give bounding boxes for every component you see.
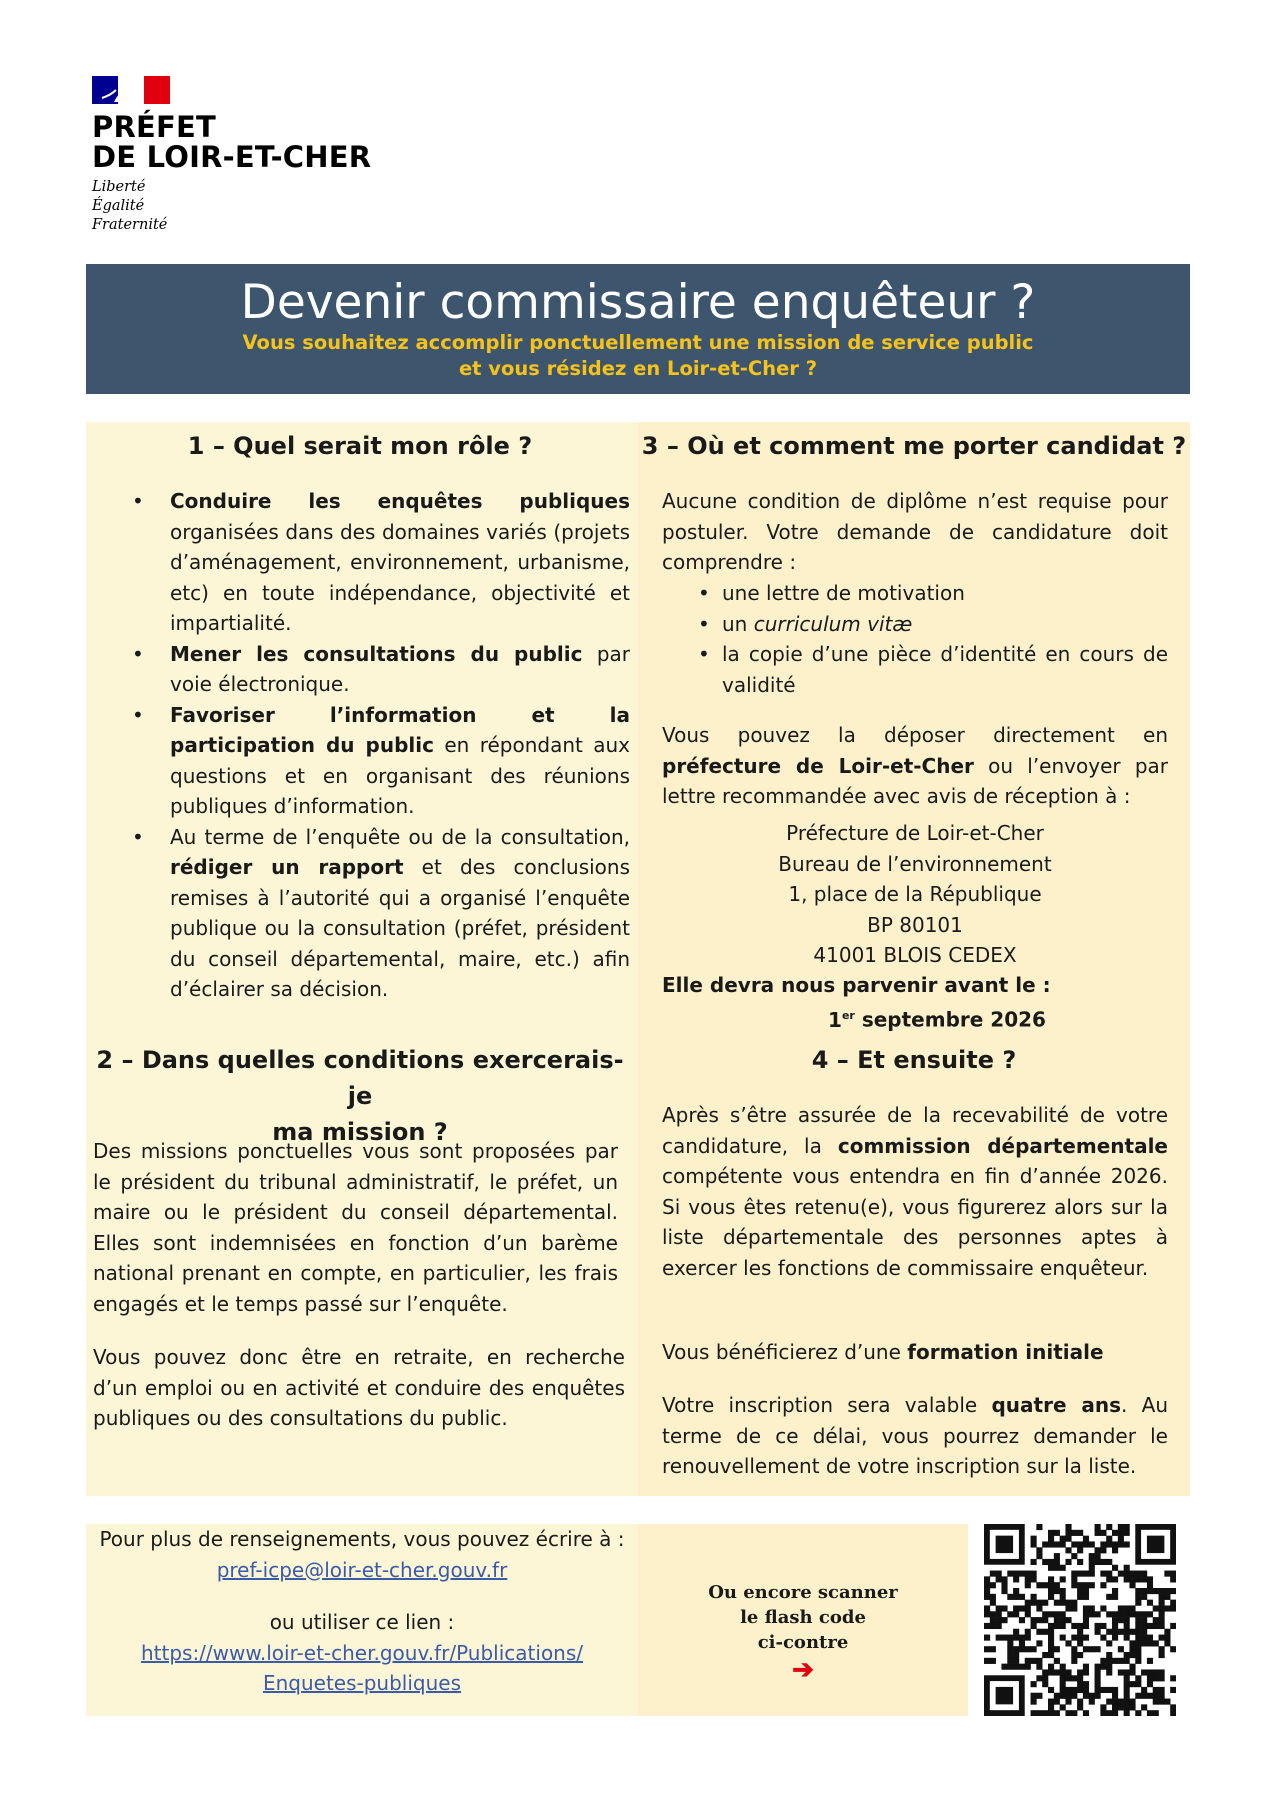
document-item-2-italic: curriculum vitæ <box>753 611 913 636</box>
logo-line-1: PRÉFET <box>92 110 216 144</box>
title-banner <box>86 264 1190 394</box>
contact-email-link[interactable]: pref-icpe@loir-et-cher.gouv.fr <box>216 1557 508 1582</box>
section-2-paragraph-1: Des missions ponctuelles vous sont proposées par le président du tribunal administratif, le préfet, un maire ou le président du conseil départemental. Elles sont indemnisées en fonction d’un barème national prenant en compte, en particulier, les frais engagés et le temps passé sur l’enquête. <box>93 1139 618 1316</box>
publications-link-line-1[interactable]: https://www.loir-et-cher.gouv.fr/Publications/ <box>140 1640 584 1665</box>
qr-code-icon[interactable] <box>984 1524 1176 1716</box>
postal-address <box>662 818 1168 971</box>
deadline-label: Elle devra nous parvenir avant le : <box>662 973 1051 997</box>
arrow-right-icon: ➔ <box>792 1655 814 1685</box>
deposit-text-bold: préfecture de Loir-et-Cher <box>662 753 974 778</box>
scan-box <box>638 1524 968 1716</box>
scan-text-line-1: Ou encore scanner <box>708 1582 898 1603</box>
validity-text-bold: quatre ans <box>991 1393 1122 1417</box>
section-3-deposit <box>662 720 1168 812</box>
page-title: Devenir commissaire enquêteur ? <box>240 275 1036 330</box>
document-item-3: • la copie d’une pièce d’identité en cours de validité <box>698 642 1168 697</box>
marianne-flag-icon <box>92 76 170 104</box>
document-item-3-text: la copie d’une pièce d’identité en cours de validité <box>722 642 1168 697</box>
contact-box <box>86 1524 638 1716</box>
role-item-3-text: en répondant aux questions et en organisant des réunions publiques d’information. <box>170 733 630 818</box>
deadline-date <box>662 1001 1168 1035</box>
scan-text-line-2: le flash code <box>740 1607 866 1628</box>
section-2-heading-line-1: 2 – Dans quelles conditions exercerais-je <box>96 1046 624 1110</box>
document-item-1: • une lettre de motivation <box>698 581 965 605</box>
address-line-2: Bureau de l’environnement <box>778 851 1052 876</box>
section-3-documents-list <box>662 578 1168 700</box>
next-text-pre: Après s’être assurée de la recevabilité de votre candidature, la <box>662 1103 1168 1158</box>
role-item-3-bold: Favoriser l’information et la participation du public <box>170 702 630 757</box>
section-4-paragraph-1 <box>662 1100 1168 1283</box>
address-line-1: Préfecture de Loir-et-Cher <box>786 821 1044 845</box>
training-text-pre: Vous bénéficierez d’une <box>662 1340 908 1364</box>
address-line-3: 1, place de la République <box>788 882 1042 906</box>
devise-liberte: Liberté <box>92 179 146 195</box>
banner-subtitle-1: Vous souhaitez accomplir ponctuellement une mission de service public <box>242 331 1034 354</box>
training-text-bold: formation initiale <box>907 1340 1104 1364</box>
address-line-5: 41001 BLOIS CEDEX <box>813 943 1017 967</box>
section-4-heading: 4 – Et ensuite ? <box>811 1046 1017 1074</box>
document-item-2-text: un <box>722 611 754 636</box>
role-item-4: • Au terme de l’enquête ou de la consultation, rédiger un rapport et des conclusions remises à l’autorité qui a organisé l’enquête publique ou la consultation (préfet, président du conseil départemental, maire, etc.) afin d’éclairer sa décision. <box>132 824 630 1001</box>
section-3-intro: Aucune condition de diplôme n’est requise pour postuler. Votre demande de candidature doit comprendre : <box>662 489 1168 574</box>
prefecture-logo <box>92 76 412 235</box>
role-item-1-text: organisées dans des domaines variés (projets d’aménagement, environnement, urbanisme, etc) en toute indépendance, objectivité et impartialité. <box>170 519 630 635</box>
contact-intro: Pour plus de renseignements, vous pouvez écrire à : <box>99 1527 625 1551</box>
deadline-sup: er <box>841 1009 855 1022</box>
contact-link-intro: ou utiliser ce lien : <box>269 1610 455 1634</box>
section-4-paragraph-3 <box>662 1390 1168 1482</box>
next-text-bold: commission départementale <box>837 1133 1168 1158</box>
deposit-text-post: ou l’envoyer par lettre recommandée avec avis de réception à : <box>662 753 1168 808</box>
deadline-rest: septembre 2026 <box>854 1007 1046 1032</box>
publications-link-line-2[interactable]: Enquetes-publiques <box>262 1671 462 1695</box>
deadline-day: 1 <box>828 1007 842 1032</box>
document-item-1-text: une lettre de motivation <box>722 581 965 605</box>
section-1-heading: 1 – Quel serait mon rôle ? <box>187 432 533 460</box>
section-2-paragraph-2: Vous pouvez donc être en retraite, en recherche d’un emploi ou en activité et conduire des enquêtes publiques ou des consultations du public. <box>93 1345 625 1430</box>
validity-text-pre: Votre inscription sera valable <box>662 1393 992 1417</box>
role-item-1-bold: Conduire les enquêtes publiques <box>170 489 630 513</box>
role-item-2-text: par voie électronique. <box>170 641 630 696</box>
section-3-heading: 3 – Où et comment me porter candidat ? <box>641 432 1187 460</box>
role-item-2: • Mener les consultations du public par voie électronique. <box>132 641 630 696</box>
section-2-heading <box>90 1042 630 1150</box>
document-item-2: • un curriculum vitæ <box>698 611 913 636</box>
deposit-text-pre: Vous pouvez la déposer directement en <box>662 723 1168 747</box>
validity-text-post: . Au terme de ce délai, vous pourrez demander le renouvellement de votre inscription sur la liste. <box>662 1393 1169 1478</box>
role-item-1: • Conduire les enquêtes publiques organisées dans des domaines variés (projets d’aménagement, environnement, urbanisme, etc) en toute indépendance, objectivité et impartialité. <box>132 489 630 635</box>
devise-egalite: Égalité <box>92 198 145 214</box>
next-text-post: compétente vous entendra en fin d’année 2026. Si vous êtes retenu(e), vous figurerez alors sur la liste départementale des personnes aptes à exercer les fonctions de commissaire enquêteur. <box>662 1164 1168 1280</box>
scan-text-line-3: ci-contre <box>757 1632 849 1653</box>
section-1-list <box>132 486 630 1005</box>
section-4-paragraph-2 <box>662 1337 1168 1368</box>
role-item-3: • Favoriser l’information et la participation du public en répondant aux questions et en organisant des réunions publiques d’information. <box>132 702 630 818</box>
role-item-4-bold: rédiger un rapport <box>170 855 404 879</box>
role-item-4-text: et des conclusions remises à l’autorité qui a organisé l’enquête publique ou la consultation (préfet, président du conseil départemental, maire, etc.) afin d’éclairer sa décision. <box>170 855 630 1001</box>
devise-fraternite: Fraternité <box>92 217 168 233</box>
role-item-2-bold: Mener les consultations du public <box>170 641 583 666</box>
banner-subtitle-2: et vous résidez en Loir-et-Cher ? <box>458 357 818 380</box>
address-line-4: BP 80101 <box>867 912 963 937</box>
role-item-4-pre: Au terme de l’enquête ou de la consultation, <box>170 824 630 849</box>
logo-line-2: DE LOIR-ET-CHER <box>92 140 372 174</box>
section-2-heading-line-2: ma mission ? <box>272 1118 448 1146</box>
